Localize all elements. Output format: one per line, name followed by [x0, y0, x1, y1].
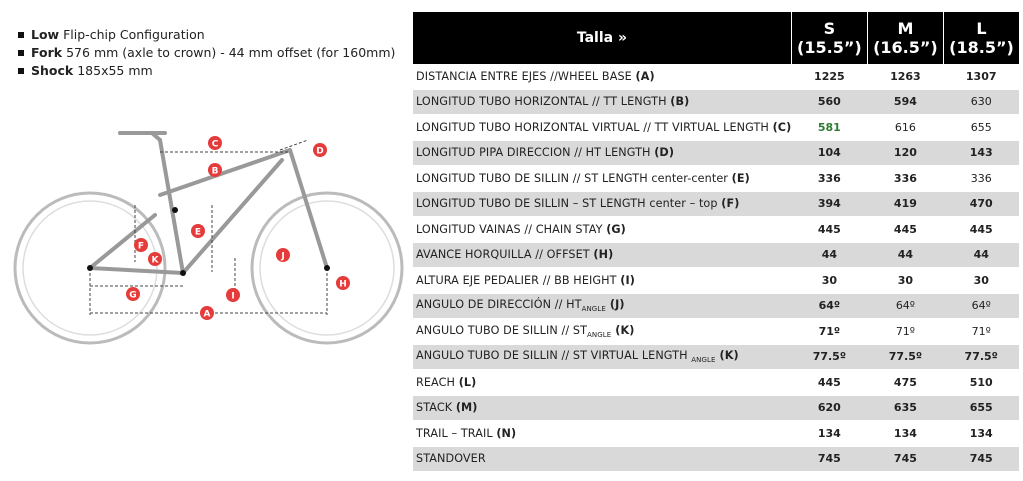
value-s: 581: [791, 115, 867, 141]
svg-text:C: C: [211, 139, 219, 150]
note-bold: Low: [31, 27, 60, 42]
value-m: 745: [867, 446, 943, 472]
table-row: [413, 446, 1019, 472]
value-s: 445: [791, 370, 867, 396]
value-m: 635: [867, 395, 943, 421]
value-l: 1307: [943, 64, 1019, 89]
value-s: 44: [791, 242, 867, 268]
value-m: 71º: [867, 319, 943, 345]
value-m: 44: [867, 242, 943, 268]
marker-g: [126, 287, 140, 301]
row-label: LONGITUD TUBO HORIZONTAL VIRTUAL // TT VIRTUAL LENGTH (C): [413, 115, 791, 141]
note-text: Flip-chip Configuration: [63, 27, 205, 42]
svg-text:A: A: [203, 309, 211, 320]
row-label: LONGITUD PIPA DIRECCION // HT LENGTH (D): [413, 140, 791, 166]
note-text: 576 mm (axle to crown) - 44 mm offset (for 160mm): [66, 45, 396, 60]
value-m: 594: [867, 89, 943, 115]
marker-h: [336, 276, 350, 290]
row-label: REACH (L): [413, 370, 791, 396]
svg-text:G: G: [129, 290, 137, 301]
value-s: 1225: [791, 64, 867, 89]
table-row: [413, 293, 1019, 319]
value-l: 30: [943, 268, 1019, 294]
value-s: 620: [791, 395, 867, 421]
row-label: LONGITUD TUBO DE SILLIN // ST LENGTH center-center (E): [413, 166, 791, 192]
row-label: AVANCE HORQUILLA // OFFSET (H): [413, 242, 791, 268]
row-label: TRAIL – TRAIL (N): [413, 421, 791, 447]
value-s: 77.5º: [791, 344, 867, 370]
svg-text:I: I: [231, 291, 235, 302]
bullet-icon: [18, 32, 24, 38]
value-l: 143: [943, 140, 1019, 166]
value-s: 445: [791, 217, 867, 243]
table-row: [413, 319, 1019, 345]
note-text: 185x55 mm: [77, 63, 153, 78]
row-label: ALTURA EJE PEDALIER // BB HEIGHT (I): [413, 268, 791, 294]
value-m: 616: [867, 115, 943, 141]
value-s: 64º: [791, 293, 867, 319]
value-m: 419: [867, 191, 943, 217]
value-m: 30: [867, 268, 943, 294]
row-label: STACK (M): [413, 395, 791, 421]
value-m: 120: [867, 140, 943, 166]
measurement-lines: [90, 140, 327, 315]
table-row: [413, 166, 1019, 192]
value-l: 445: [943, 217, 1019, 243]
table-row: [413, 421, 1019, 447]
marker-a: [200, 306, 214, 320]
marker-k: [148, 252, 162, 266]
table-row: [413, 217, 1019, 243]
marker-j: [276, 248, 290, 262]
size-s-header: S (15.5”): [791, 12, 867, 64]
svg-text:D: D: [316, 146, 324, 157]
table-row: [413, 64, 1019, 89]
row-label: ANGULO DE DIRECCIÓN // $HT_{ANGLE}$ (J): [413, 293, 791, 319]
row-label: STANDOVER: [413, 446, 791, 472]
svg-text:J: J: [281, 251, 285, 262]
value-m: 1263: [867, 64, 943, 89]
value-l: 44: [943, 242, 1019, 268]
bullet-icon: [18, 50, 24, 56]
value-l: 510: [943, 370, 1019, 396]
table-row: [413, 268, 1019, 294]
table-header-row: [413, 12, 1019, 64]
value-s: 394: [791, 191, 867, 217]
value-s: 71º: [791, 319, 867, 345]
value-l: 77.5º: [943, 344, 1019, 370]
value-l: 470: [943, 191, 1019, 217]
table-row: [413, 395, 1019, 421]
value-l: 655: [943, 395, 1019, 421]
marker-b: [208, 163, 222, 177]
table-row: [413, 115, 1019, 141]
svg-text:K: K: [151, 255, 159, 266]
table-row: [413, 140, 1019, 166]
marker-e: [191, 224, 205, 238]
value-l: 745: [943, 446, 1019, 472]
value-l: 655: [943, 115, 1019, 141]
row-label: LONGITUD TUBO HORIZONTAL // TT LENGTH (B): [413, 89, 791, 115]
svg-text:F: F: [137, 241, 145, 252]
geometry-table: [413, 12, 1019, 472]
value-m: 134: [867, 421, 943, 447]
note-bold: Shock: [31, 63, 74, 78]
svg-text:E: E: [194, 227, 202, 238]
value-s: 104: [791, 140, 867, 166]
table-row: [413, 344, 1019, 370]
value-s: 134: [791, 421, 867, 447]
value-l: 134: [943, 421, 1019, 447]
marker-f: [134, 238, 148, 252]
value-s: 745: [791, 446, 867, 472]
value-s: 336: [791, 166, 867, 192]
size-l-header: L (18.5”): [943, 12, 1019, 64]
row-label: LONGITUD TUBO DE SILLIN – ST LENGTH center – top (F): [413, 191, 791, 217]
spec-notes: [18, 26, 395, 80]
note-low: [18, 26, 395, 44]
value-m: 64º: [867, 293, 943, 319]
row-label: ANGULO TUBO DE SILLIN // $ST_{ANGLE}$ (K): [413, 319, 791, 345]
bullet-icon: [18, 68, 24, 74]
value-l: 64º: [943, 293, 1019, 319]
size-m-header: M (16.5”): [867, 12, 943, 64]
table-row: [413, 191, 1019, 217]
table-row: [413, 370, 1019, 396]
value-l: 71º: [943, 319, 1019, 345]
size-header-label: Talla »: [413, 12, 791, 64]
marker-c: [208, 136, 222, 150]
row-label: LONGITUD VAINAS // CHAIN STAY (G): [413, 217, 791, 243]
value-m: 475: [867, 370, 943, 396]
value-l: 630: [943, 89, 1019, 115]
value-s: 560: [791, 89, 867, 115]
marker-d: [313, 143, 327, 157]
bike-geometry-diagram: [0, 120, 405, 360]
row-label: ANGULO TUBO DE SILLIN // ST VIRTUAL LENGTH $_{ANGLE}$ (K): [413, 344, 791, 370]
table-row: [413, 242, 1019, 268]
note-bold: Fork: [31, 45, 63, 60]
note-shock: [18, 62, 395, 80]
value-l: 336: [943, 166, 1019, 192]
value-m: 336: [867, 166, 943, 192]
svg-text:B: B: [211, 166, 219, 177]
value-m: 445: [867, 217, 943, 243]
svg-text:H: H: [339, 279, 347, 290]
value-s: 30: [791, 268, 867, 294]
note-fork: [18, 44, 395, 62]
table-row: [413, 89, 1019, 115]
row-label: DISTANCIA ENTRE EJES //WHEEL BASE (A): [413, 64, 791, 89]
value-m: 77.5º: [867, 344, 943, 370]
marker-i: [226, 288, 240, 302]
